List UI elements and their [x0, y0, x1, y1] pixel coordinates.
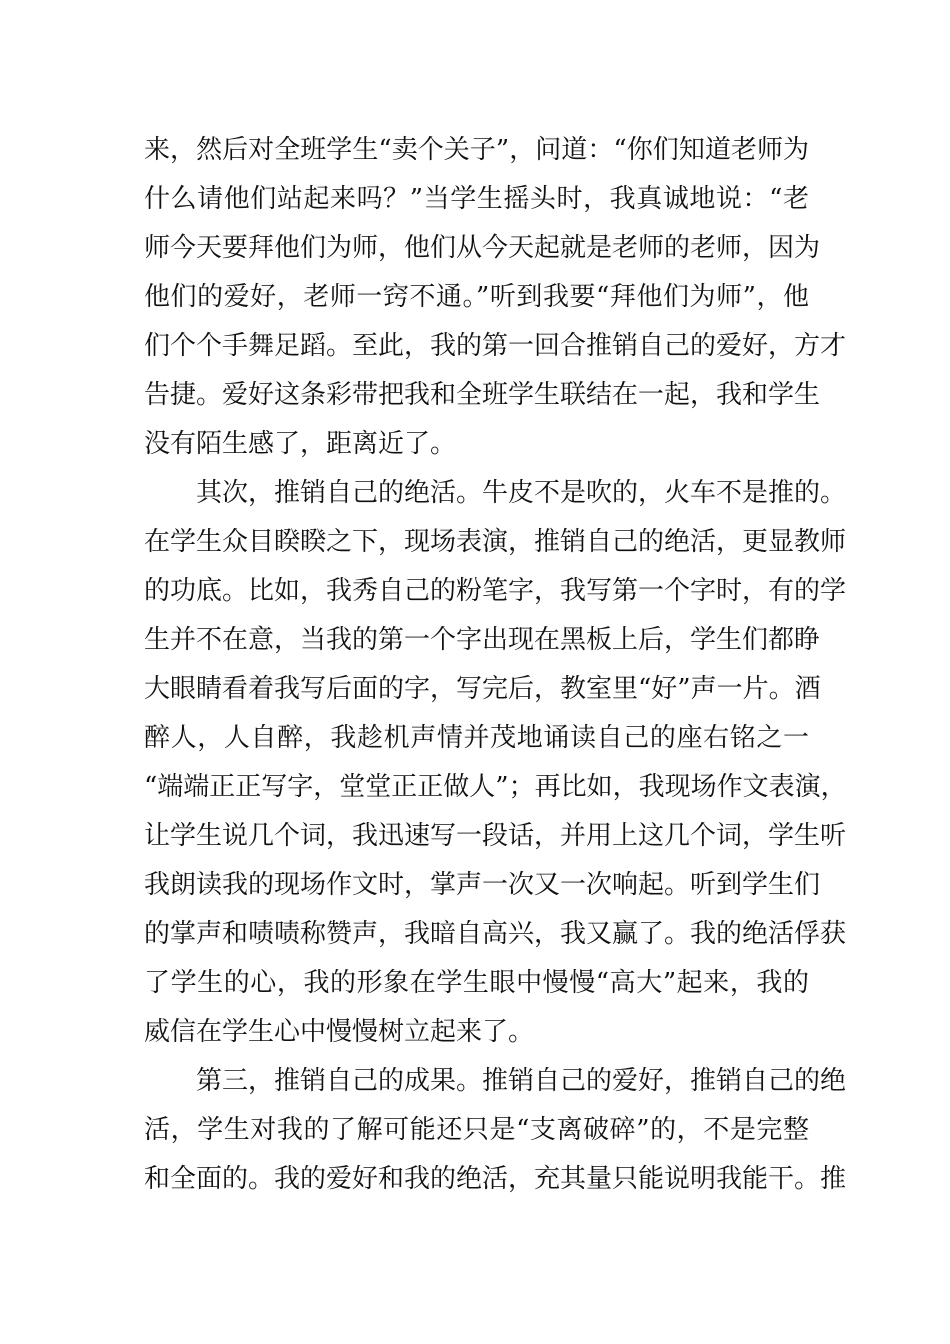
- text-line: 和全面的。我的爱好和我的绝活，充其量只能说明我能干。推: [144, 1164, 847, 1194]
- text-line: 他们的爱好，老师一窍不通。”听到我要“拜他们为师”，他: [144, 282, 809, 312]
- text-line: 师今天要拜他们为师，他们从今天起就是老师的老师，因为: [144, 233, 821, 263]
- text-line: 了学生的心，我的形象在学生眼中慢慢“高大”起来，我的: [144, 968, 809, 998]
- body-text: [144, 126, 847, 1204]
- text-line: 们个个手舞足蹈。至此，我的第一回合推销自己的爱好，方才: [144, 331, 847, 361]
- text-line: 的功底。比如，我秀自己的粉笔字，我写第一个字时，有的学: [144, 576, 847, 606]
- text-line: 我朗读我的现场作文时，掌声一次又一次响起。听到学生们: [144, 870, 821, 900]
- text-line: 的掌声和啧啧称赞声，我暗自高兴，我又赢了。我的绝活俘获: [144, 919, 847, 949]
- text-line: 醉人，人自醉，我趁机声情并茂地诵读自己的座右铭之一: [144, 723, 809, 753]
- text-line: 其次，推销自己的绝活。牛皮不是吹的，火车不是推的。: [196, 478, 847, 508]
- text-line: 第三，推销自己的成果。推销自己的爱好，推销自己的绝: [196, 1066, 847, 1096]
- text-line: 生并不在意，当我的第一个字出现在黑板上后，学生们都睁: [144, 625, 821, 655]
- text-line: 大眼睛看着我写后面的字，写完后，教室里“好”声一片。酒: [144, 674, 821, 704]
- text-line: 让学生说几个词，我迅速写一段话，并用上这几个词，学生听: [144, 821, 847, 851]
- text-line: 威信在学生心中慢慢树立起来了。: [144, 1017, 535, 1047]
- text-line: “端端正正写字，堂堂正正做人”；再比如，我现场作文表演，: [144, 772, 847, 802]
- text-line: 活，学生对我的了解可能还只是“支离破碎”的，不是完整: [144, 1115, 809, 1145]
- text-line: 告捷。爱好这条彩带把我和全班学生联结在一起，我和学生: [144, 380, 821, 410]
- text-line: 什么请他们站起来吗？”当学生摇头时，我真诚地说：“老: [144, 184, 809, 214]
- text-line: 来，然后对全班学生“卖个关子”，问道：“你们知道老师为: [144, 135, 809, 165]
- text-line: 没有陌生感了，距离近了。: [144, 429, 457, 459]
- text-line: 在学生众目睽睽之下，现场表演，推销自己的绝活，更显教师: [144, 527, 847, 557]
